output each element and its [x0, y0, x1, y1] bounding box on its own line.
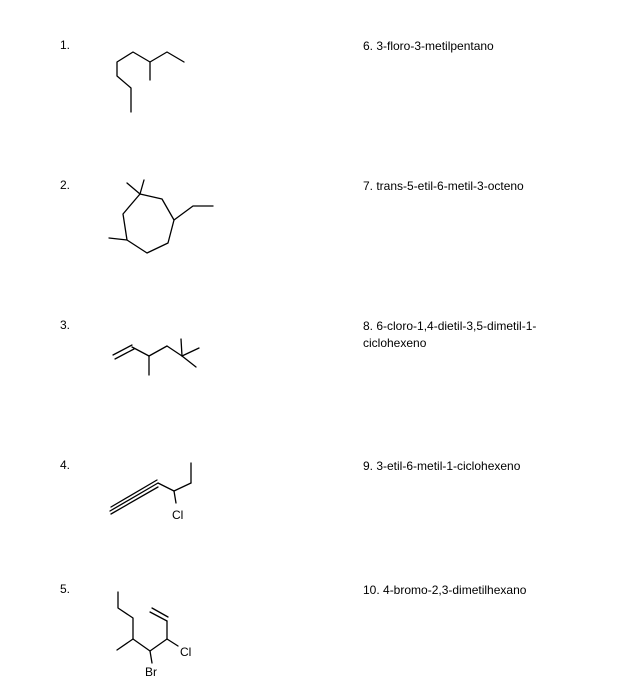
structure-5-skeletal-formula — [117, 592, 191, 679]
structure-number-4: 4. — [60, 458, 71, 472]
structure-4-skeletal-formula — [110, 463, 191, 522]
compound-name-6: 6. 3-floro-3-metilpentano — [363, 39, 494, 53]
structure-number-1: 1. — [60, 38, 71, 52]
structure-number-5: 5. — [60, 582, 71, 596]
structure-4-chlorine-label: Cl — [172, 508, 184, 522]
compound-name-8: 8. 6-cloro-1,4-dietil-3,5-dimetil-1-ciclohexeno — [363, 319, 537, 350]
compound-name-10: 10. 4-bromo-2,3-dimetilhexano — [363, 583, 527, 597]
structure-2-skeletal-formula — [109, 180, 213, 253]
structure-3-skeletal-formula — [113, 339, 199, 375]
compound-name-7: 7. trans-5-etil-6-metil-3-octeno — [363, 179, 524, 193]
structure-5-chlorine-label: Cl — [180, 645, 192, 659]
structure-5-bromine-label: Br — [145, 665, 157, 679]
structure-number-3: 3. — [60, 318, 71, 332]
structure-number-2: 2. — [60, 178, 71, 192]
compound-name-9: 9. 3-etil-6-metil-1-ciclohexeno — [363, 459, 521, 473]
structure-1-skeletal-formula — [117, 52, 184, 112]
